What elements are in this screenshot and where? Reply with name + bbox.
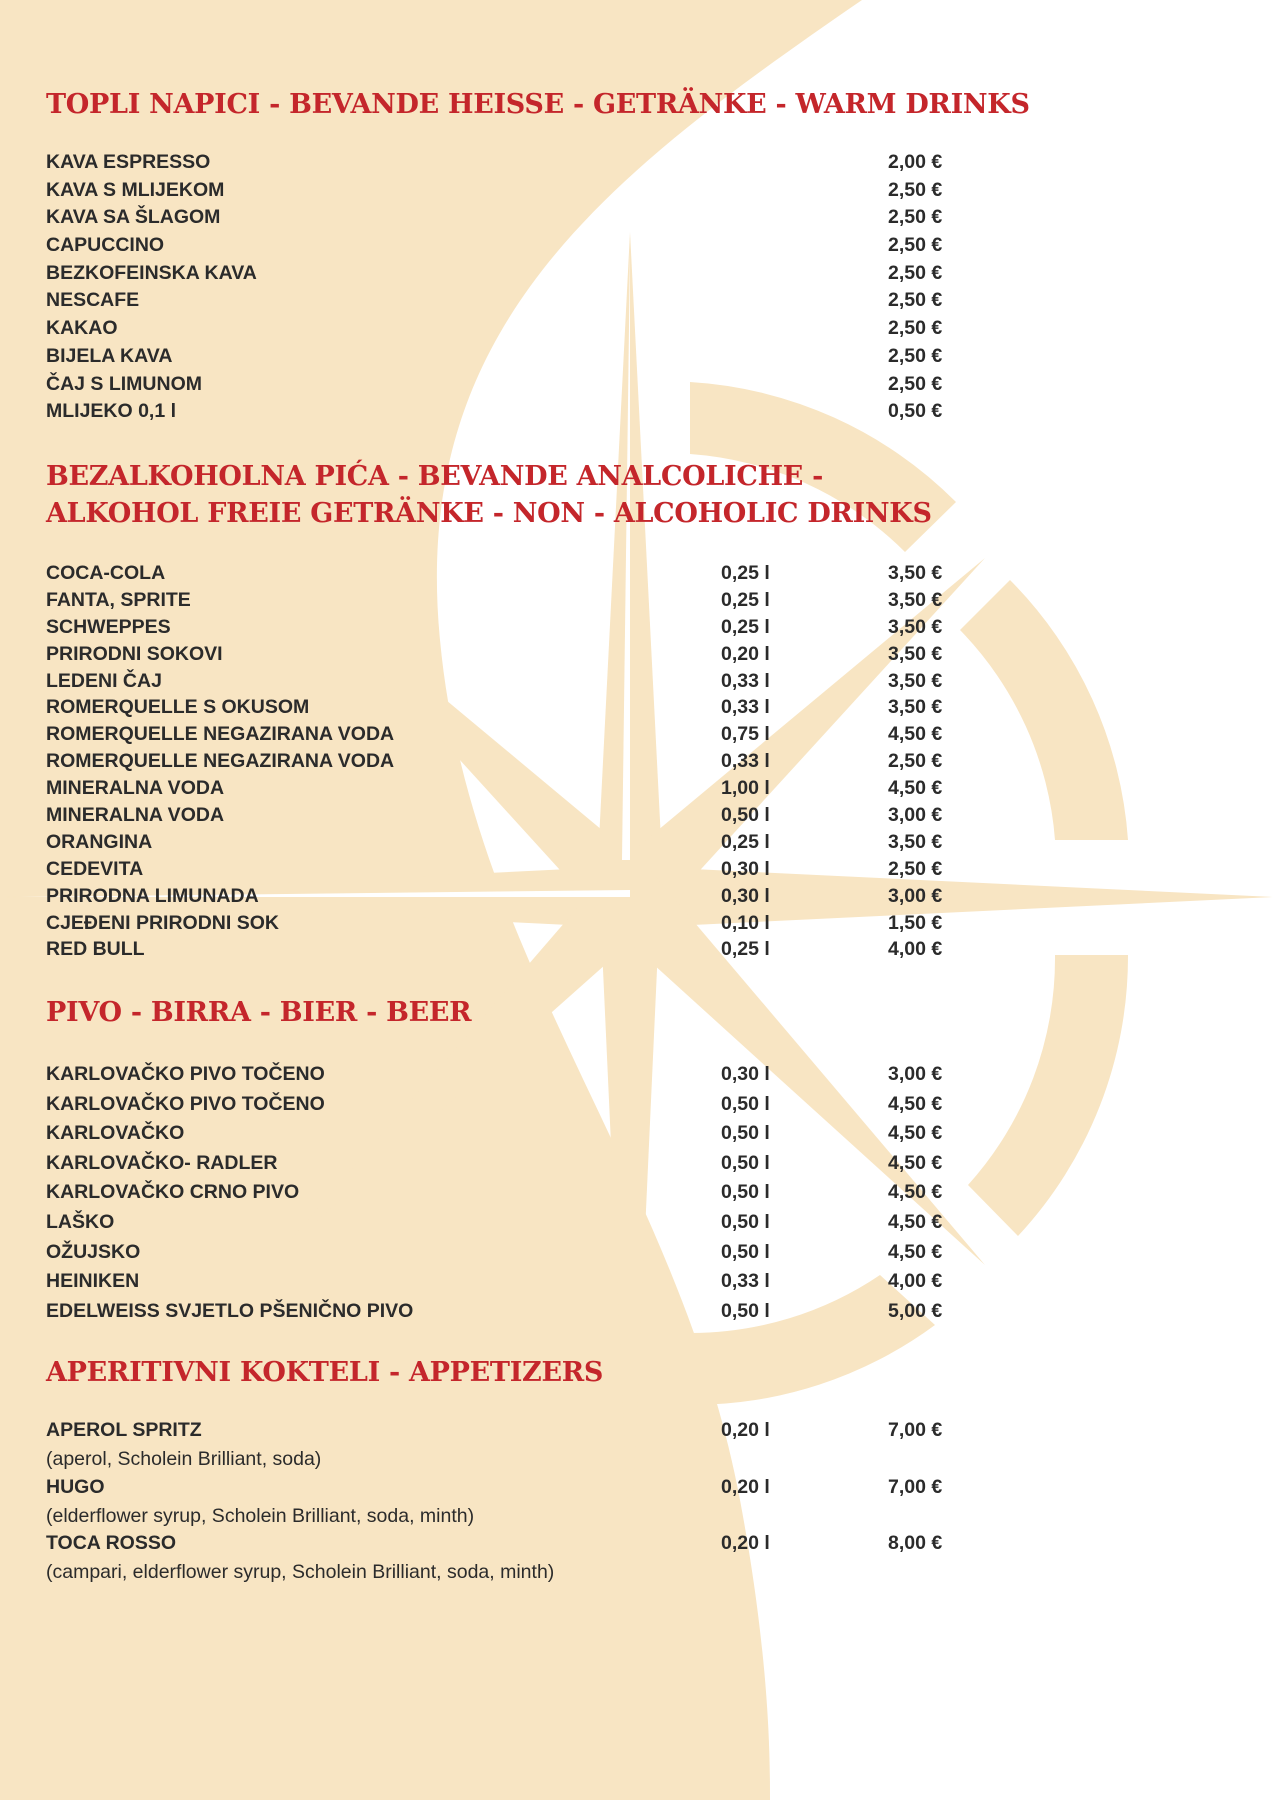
aperitifs-list [46,1416,976,1586]
item-price: 2,50 € [888,261,943,284]
cocktail-item [46,1473,976,1530]
menu-item [46,1208,976,1238]
item-size: 0,75 l [721,723,770,746]
non-alcoholic-list [46,560,976,963]
item-price: 7,00 € [888,1475,943,1498]
item-price: 4,50 € [888,1151,943,1174]
item-price: 0,50 € [888,400,943,423]
item-size: 1,00 l [721,777,770,800]
item-name: HEINIKEN [46,1270,140,1293]
item-size: 0,20 l [721,1532,770,1554]
cocktail-item [46,1416,976,1473]
menu-item [46,775,976,802]
menu-item [46,260,976,288]
item-price: 4,50 € [888,1181,943,1204]
item-size: 0,33 l [721,750,770,773]
item-size: 0,25 l [721,615,770,638]
item-name: ORANGINA [46,830,153,853]
item-name: PRIRODNI SOKOVI [46,642,223,665]
item-name: ROMERQUELLE NEGAZIRANA VODA [46,750,395,773]
item-name: NESCAFE [46,289,140,312]
item-price: 2,50 € [888,178,943,201]
item-ingredients: (elderflower syrup, Scholein Brilliant, soda, minth) [46,1504,475,1527]
item-size: 0,25 l [721,830,770,853]
item-price: 3,50 € [888,696,943,719]
menu-item [46,371,976,399]
item-name: LEDENI ČAJ [46,669,162,692]
menu-item [46,1416,976,1445]
section-title-text: APERITIVNI KOKTELI - APPETIZERS [46,1357,604,1388]
item-price: 2,50 € [888,750,943,773]
warm-drinks-list [46,149,976,426]
item-price: 4,00 € [888,1270,943,1293]
item-size: 0,50 l [721,1122,770,1145]
menu-item [46,910,976,937]
item-size: 0,30 l [721,884,770,907]
item-price: 2,50 € [888,289,943,312]
item-price: 1,50 € [888,911,943,934]
cocktail-item [46,1529,976,1586]
menu-item [46,883,976,910]
menu-item [46,587,976,614]
item-price: 3,50 € [888,830,943,853]
menu-item [46,287,976,315]
menu-item [46,232,976,260]
section-title-aperitifs [46,1354,603,1391]
menu-item [46,149,976,177]
item-size: 0,25 l [721,562,770,584]
item-name: PRIRODNA LIMUNADA [46,884,259,907]
item-name: HUGO [46,1475,105,1498]
item-price: 2,00 € [888,151,943,173]
item-price: 3,50 € [888,669,943,692]
menu-item [46,1060,976,1090]
item-size: 0,25 l [721,588,770,611]
menu-item [46,1178,976,1208]
menu-item [46,802,976,829]
item-price: 3,50 € [888,588,943,611]
menu-item [46,1090,976,1120]
menu-item [46,829,976,856]
section-title-line-1: BEZALKOHOLNA PIĆA - BEVANDE ANALCOLICHE - [46,461,824,492]
menu-item [46,398,976,426]
item-price: 3,50 € [888,562,943,584]
item-price: 4,50 € [888,1240,943,1263]
item-price: 3,00 € [888,1063,943,1085]
item-size: 0,33 l [721,669,770,692]
section-title-text: PIVO - BIRRA - BIER - BEER [46,997,472,1028]
item-ingredients: (aperol, Scholein Brilliant, soda) [46,1448,322,1470]
menu-item [46,1529,976,1558]
item-size: 0,50 l [721,1181,770,1204]
menu-item [46,641,976,668]
item-size: 0,10 l [721,911,770,934]
item-name: TOCA ROSSO [46,1532,177,1554]
item-size: 0,20 l [721,642,770,665]
menu-item [46,343,976,371]
menu-item [46,177,976,205]
item-ingredients: (campari, elderflower syrup, Scholein Brilliant, soda, minth) [46,1561,555,1583]
item-name: EDELWEISS SVJETLO PŠENIČNO PIVO [46,1299,414,1322]
item-price: 3,50 € [888,642,943,665]
item-name: KARLOVAČKO PIVO TOČENO [46,1063,325,1085]
item-name: ROMERQUELLE NEGAZIRANA VODA [46,723,395,746]
menu-item [46,668,976,695]
item-name: MLIJEKO 0,1 l [46,400,177,423]
item-name: MINERALNA VODA [46,777,225,800]
section-title-line-2: ALKOHOL FREIE GETRÄNKE - NON - ALCOHOLIC DRINKS [46,498,932,529]
item-name: OŽUJSKO [46,1240,141,1263]
menu-item [46,856,976,883]
item-size: 0,33 l [721,1270,770,1293]
item-name: RED BULL [46,938,145,961]
menu-item [46,614,976,641]
item-size: 0,50 l [721,1240,770,1263]
item-price: 4,50 € [888,723,943,746]
item-price: 8,00 € [888,1532,943,1554]
item-price: 4,00 € [888,938,943,961]
item-size: 0,30 l [721,857,770,880]
item-price: 4,50 € [888,777,943,800]
item-size: 0,50 l [721,804,770,827]
item-name: KARLOVAČKO CRNO PIVO [46,1181,300,1204]
item-size: 0,20 l [721,1419,770,1441]
item-price: 3,00 € [888,884,943,907]
item-price: 2,50 € [888,344,943,367]
item-name: KARLOVAČKO PIVO TOČENO [46,1092,325,1115]
item-name: KAKAO [46,317,118,340]
item-name: BIJELA KAVA [46,344,173,367]
menu-item [46,936,976,963]
menu-item [46,694,976,721]
item-price: 4,50 € [888,1122,943,1145]
item-price: 2,50 € [888,857,943,880]
item-price: 3,50 € [888,615,943,638]
item-name: LAŠKO [46,1210,115,1233]
item-size: 0,33 l [721,696,770,719]
item-price: 4,50 € [888,1092,943,1115]
item-price: 2,50 € [888,317,943,340]
item-price: 7,00 € [888,1419,943,1441]
item-size: 0,50 l [721,1210,770,1233]
menu-item [46,1297,976,1327]
item-name: BEZKOFEINSKA KAVA [46,261,257,284]
item-name: KAVA S MLIJEKOM [46,178,225,201]
menu-item [46,560,976,587]
item-name: KARLOVAČKO [46,1122,185,1145]
menu-item [46,315,976,343]
item-price: 2,50 € [888,372,943,395]
item-name: CAPUCCINO [46,234,165,257]
item-name: APEROL SPRITZ [46,1419,202,1441]
item-name: SCHWEPPES [46,615,171,638]
item-name: ČAJ S LIMUNOM [46,372,202,395]
beer-list [46,1060,976,1326]
item-name: KARLOVAČKO- RADLER [46,1151,278,1174]
item-name: FANTA, SPRITE [46,588,191,611]
section-title-warm-drinks [46,86,1030,123]
item-price: 4,50 € [888,1210,943,1233]
item-size: 0,30 l [721,1063,770,1085]
menu-item [46,721,976,748]
menu-item [46,204,976,232]
section-title-non-alcoholic [46,458,932,532]
item-name: COCA-COLA [46,562,166,584]
menu-item [46,1238,976,1268]
item-price: 3,00 € [888,804,943,827]
menu-item [46,1473,976,1502]
section-title-text: TOPLI NAPICI - BEVANDE HEISSE - GETRÄNKE - WARM DRINKS [46,89,1030,120]
item-size: 0,50 l [721,1092,770,1115]
item-size: 0,20 l [721,1475,770,1498]
item-name: MINERALNA VODA [46,804,225,827]
item-price: 2,50 € [888,206,943,229]
menu-item [46,1267,976,1297]
item-name: CEDEVITA [46,857,144,880]
item-size: 0,50 l [721,1151,770,1174]
menu-item [46,1119,976,1149]
item-size: 0,50 l [721,1299,770,1322]
item-size: 0,25 l [721,938,770,961]
item-name: KAVA SA ŠLAGOM [46,206,221,229]
menu-item [46,1149,976,1179]
item-name: KAVA ESPRESSO [46,151,211,173]
menu-item [46,748,976,775]
item-name: CJEĐENI PRIRODNI SOK [46,911,279,934]
section-title-beer [46,994,471,1031]
item-price: 5,00 € [888,1299,943,1322]
item-name: ROMERQUELLE S OKUSOM [46,696,310,719]
item-price: 2,50 € [888,234,943,257]
